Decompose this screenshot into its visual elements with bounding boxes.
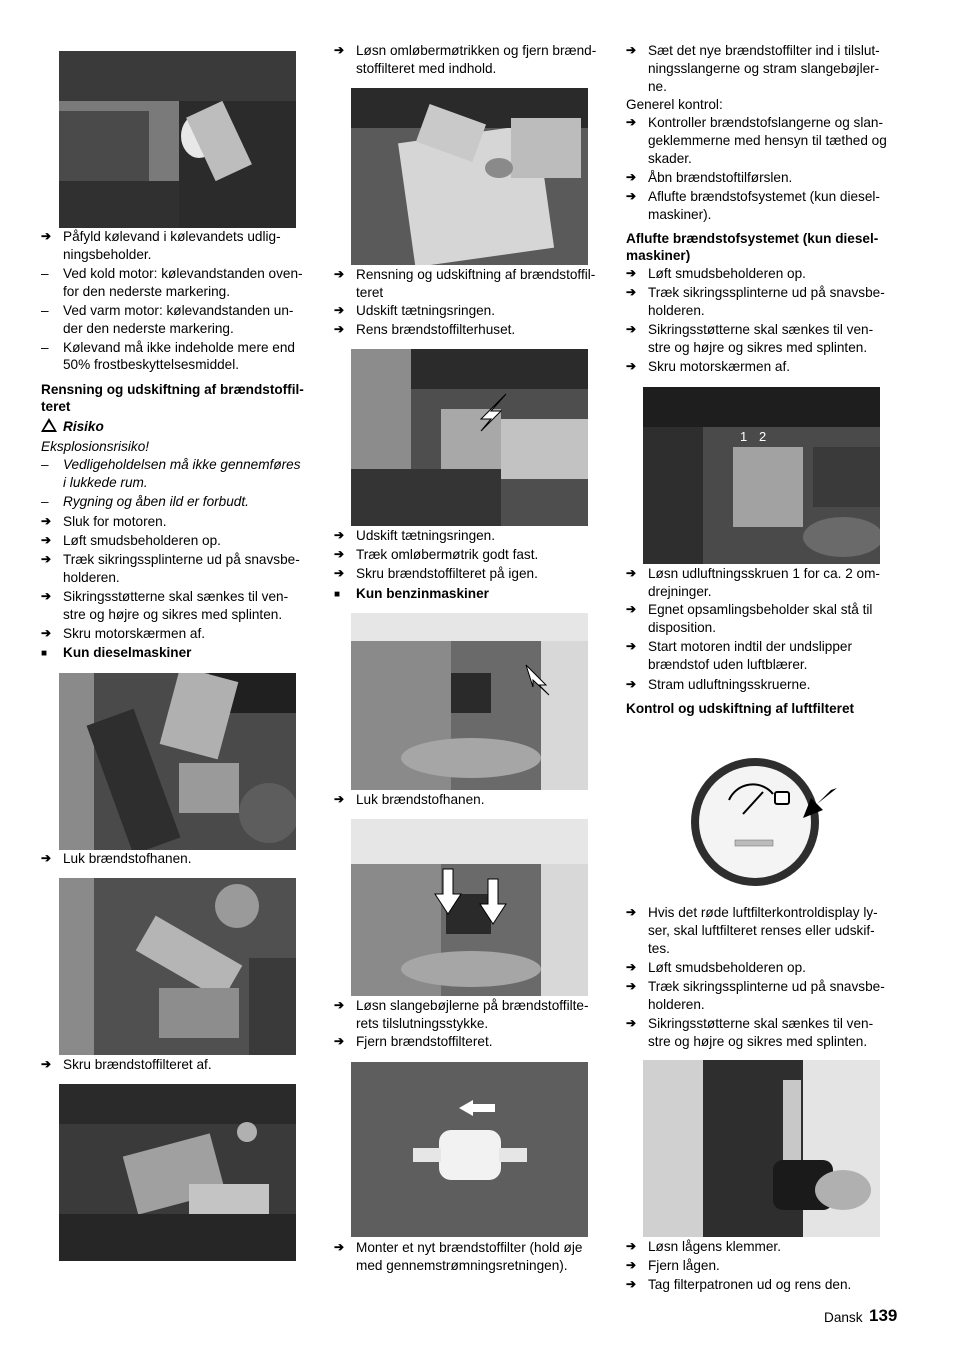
step-text: ➔ Åbn brændstoftilførslen. (648, 169, 792, 186)
step-text: ➔ Påfyld kølevand i kølevandets udlig- (63, 228, 281, 245)
warning-text: i lukkede rum. (63, 475, 148, 490)
step-text: ➔ Løsn lågens klemmer. (648, 1238, 781, 1255)
step-text: ➔ Udskift tætningsringen. (356, 302, 495, 319)
step-text: ➔ Løsn udluftningsskruen 1 for ca. 2 om- (648, 565, 880, 582)
risk-label (41, 418, 104, 435)
photo-new-fuel-filter (351, 1062, 588, 1237)
section-heading: maskiner) (626, 248, 691, 263)
list-text: 50% frostbeskyttelsesmiddel. (63, 357, 240, 372)
step-text: stoffilteret med indhold. (356, 61, 497, 76)
subheading: ■ Kun dieselmaskiner (63, 644, 191, 661)
step-text: geklemmerne med hensyn til tæthed og (648, 133, 887, 148)
photo-label-1: 1 (740, 429, 748, 444)
list-text: – Kølevand må ikke indeholde mere end (63, 339, 295, 356)
step-text: rets tilslutningsstykke. (356, 1016, 489, 1031)
list-text: for den nederste markering. (63, 284, 230, 299)
step-text: ➔ Hvis det røde luftfilterkontroldisplay ly- (648, 904, 878, 921)
photo-filter-housing-arrow (351, 349, 588, 526)
step-text: skader. (648, 151, 692, 166)
list-text: – Ved varm motor: kølevandstanden un- (63, 302, 293, 319)
photo-air-filter-gauge (643, 728, 880, 903)
step-text: stre og højre og sikres med splinten. (63, 607, 283, 622)
step-text: ➔ Fjern brændstoffilteret. (356, 1033, 493, 1050)
photo-label-2: 2 (759, 429, 767, 444)
step-text: ➔ Træk sikringssplinterne ud på snavsbe- (63, 551, 300, 568)
step-text: ➔ Træk sikringssplinterne ud på snavsbe- (648, 284, 885, 301)
step-text: holderen. (648, 303, 705, 318)
step-text: ➔ Sikringsstøtterne skal sænkes til ven- (648, 321, 873, 338)
photo-diesel-engine-fuel-tap (59, 673, 296, 850)
step-text: stre og højre og sikres med splinten. (648, 1034, 868, 1049)
step-text: holderen. (648, 997, 705, 1012)
step-text: ➔ Sluk for motoren. (63, 513, 167, 530)
step-text: ne. (648, 79, 667, 94)
list-text: der den nederste markering. (63, 321, 234, 336)
step-text: disposition. (648, 620, 717, 635)
page-number: 139 (869, 1306, 898, 1325)
step-text: maskiner). (648, 207, 712, 222)
risk-word: Risiko (63, 419, 104, 434)
section-heading: teret (41, 399, 71, 414)
step-text: ➔ Skru motorskærmen af. (63, 625, 205, 642)
step-text: holderen. (63, 570, 120, 585)
photo-diesel-filter-unscrew (59, 878, 296, 1055)
warning-text: Eksplosionsrisiko! (41, 439, 150, 454)
step-text: ➔ Luk brændstofhanen. (356, 791, 484, 808)
photo-coolant-refill (59, 51, 296, 228)
section-heading: Aflufte brændstofsystemet (kun diesel- (626, 231, 879, 246)
warning-text: – Rygning og åben ild er forbudt. (63, 493, 249, 510)
step-text: ➔ Skru brændstoffilteret af. (63, 1056, 212, 1073)
step-text: ➔ Sikringsstøtterne skal sænkes til ven- (63, 588, 288, 605)
step-text: ➔ Rensning og udskiftning af brændstoffil- (356, 266, 595, 283)
step-text: ningsbeholder. (63, 247, 152, 262)
step-text: ➔ Løsn omløbermøtrikken og fjern brænd- (356, 42, 596, 59)
photo-air-filter-cover (643, 1060, 880, 1237)
step-text: med gennemstrømningsretningen). (356, 1258, 568, 1273)
subheading: ■ Kun benzinmaskiner (356, 585, 489, 602)
step-text: ➔ Egnet opsamlingsbeholder skal stå til (648, 601, 872, 618)
step-text: ➔ Løsn slangebøjlerne på brændstoffilte- (356, 997, 588, 1014)
step-text: stre og højre og sikres med splinten. (648, 340, 868, 355)
photo-diesel-filter-remove (59, 1084, 296, 1261)
step-text: ➔ Start motoren indtil der undslipper (648, 638, 852, 655)
step-text: ➔ Løft smudsbeholderen op. (63, 532, 221, 549)
list-text: – Ved kold motor: kølevandstanden oven- (63, 265, 303, 282)
warning-text: – Vedligeholdelsen må ikke gennemføres (63, 456, 301, 473)
step-text: ➔ Rens brændstoffilterhuset. (356, 321, 515, 338)
step-text: ➔ Løft smudsbeholderen op. (648, 959, 806, 976)
photo-petrol-hose-clamps (351, 819, 588, 996)
step-text: tes. (648, 941, 670, 956)
step-text: teret (356, 285, 384, 300)
step-text: ➔ Skru motorskærmen af. (648, 358, 790, 375)
step-text: ➔ Aflufte brændstofsystemet (kun diesel- (648, 188, 880, 205)
step-text: ➔ Kontroller brændstofslangerne og slan- (648, 114, 883, 131)
paragraph-label: Generel kontrol: (626, 97, 723, 112)
photo-filter-cleaning-cloth (351, 88, 588, 265)
step-text: ➔ Monter et nyt brændstoffilter (hold øje (356, 1239, 582, 1256)
footer-language: Dansk (824, 1310, 863, 1325)
photo-petrol-fuel-tap (351, 613, 588, 790)
step-text: ➔ Tag filterpatronen ud og rens den. (648, 1276, 851, 1293)
step-text: ➔ Træk omløbermøtrik godt fast. (356, 546, 538, 563)
step-text: ➔ Stram udluftningsskruerne. (648, 676, 810, 693)
step-text: drejninger. (648, 584, 712, 599)
step-text: ningsslangerne og stram slangebøjler- (648, 61, 880, 76)
section-heading: Rensning og udskiftning af brændstoffil- (41, 382, 304, 397)
step-text: ➔ Luk brændstofhanen. (63, 850, 191, 867)
warning-icon (41, 418, 57, 432)
step-text: brændstof uden luftblærer. (648, 657, 808, 672)
step-text: ➔ Sæt det nye brændstoffilter ind i tilslut- (648, 42, 880, 59)
step-text: ➔ Løft smudsbeholderen op. (648, 265, 806, 282)
step-text: ➔ Sikringsstøtterne skal sænkes til ven- (648, 1015, 873, 1032)
step-text: ➔ Udskift tætningsringen. (356, 527, 495, 544)
step-text: ➔ Skru brændstoffilteret på igen. (356, 565, 538, 582)
step-text: ➔ Træk sikringssplinterne ud på snavsbe- (648, 978, 885, 995)
step-text: ser, skal luftfilteret renses eller udskif- (648, 923, 875, 938)
step-text: ➔ Fjern lågen. (648, 1257, 720, 1274)
photo-bleed-screws (643, 387, 880, 564)
section-heading: Kontrol og udskiftning af luftfilteret (626, 701, 855, 716)
